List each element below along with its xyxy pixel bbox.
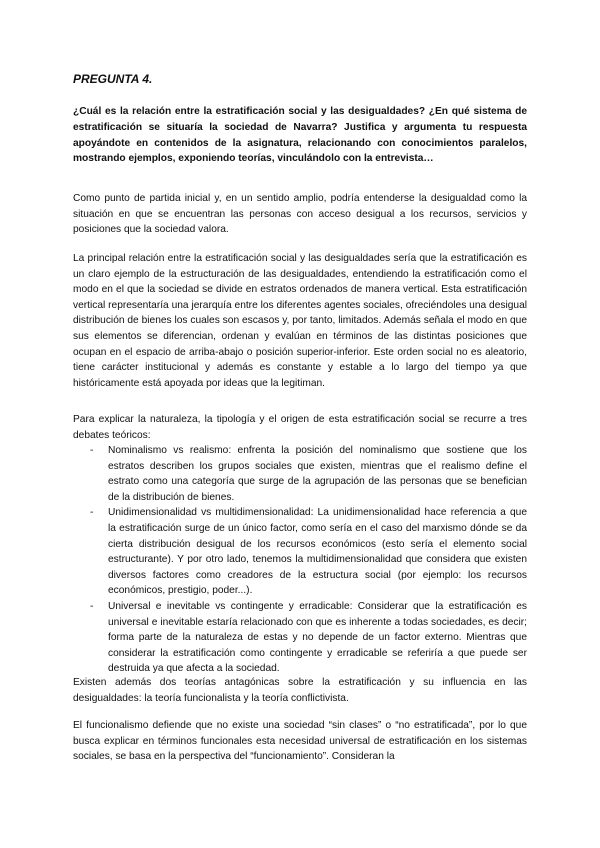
- paragraph-theories: Existen además dos teorías antagónicas sobre la estratificación y su influencia en las desigualdades: la teoría funcionalista y la teoría conflictivista.: [73, 677, 527, 704]
- list-item-text: Unidimensionalidad vs multidimensionalidad: La unidimensionalidad hace referencia a que la estratificación surge de un único factor, como sería en el caso del marxismo dónde se da cierta distribución desigual de los recursos económicos (esto sería el elemento social estructurante). Y por otro lado, tenemos la multidimensionalidad que considera que existen diversos factores como creadores de la estructura social (por ejemplo: los recursos económicos, prestigio, poder...).: [108, 507, 527, 597]
- paragraph-intro: Como punto de partida inicial y, en un sentido amplio, podría entenderse la desigualdad como la situación en que se encuentran las personas con acceso desigual a los recursos, servicios y posiciones que la sociedad valora.: [73, 193, 527, 236]
- list-item-text: Universal e inevitable vs contingente y erradicable: Considerar que la estratificación es universal e inevitable estaría relacionado con que es inherente a todas sociedades, es decir; forma parte de la naturaleza de estas y no depende de un factor externo. Mientras que considerar la estratificación como contingente y erradicable se referiría a que puede ser destruida ya que afecta a la sociedad.: [108, 600, 527, 675]
- paragraph-relation: La principal relación entre la estratificación social y las desigualdades sería que la estratificación es un claro ejemplo de la estructuración de las desigualdades, entendiendo la estratificación como el modo en el que la sociedad se divide en estratos ordenados de manera vertical. Esta estratificación vertical representaría una jerarquía entre los diferentes agentes sociales, ofreciéndoles una desigual distribución de bienes los cuales son escasos y, por tanto, limitados. Además señala el modo en que sus elementos se diferencian, ordenan y evalúan en términos de las distintas posiciones que ocupan en el espacio de arriba-abajo o posición superior-inferior. Este orden social no es aleatorio, tiene carácter institucional y además es constante y estable a lo largo del tiempo ya que históricamente está apoyada por ideas que la legitiman.: [73, 253, 527, 389]
- list-item: [73, 599, 527, 677]
- bullet-dash: -: [90, 600, 94, 612]
- list-item-text: Nominalismo vs realismo: enfrenta la posición del nominalismo que sostiene que los estratos describen los grupos sociales que existen, mientras que el realismo define el estrato como una categoría que surge de la agrupación de las personas que se benefician de la distribución de bienes.: [108, 445, 527, 503]
- paragraph-debates-intro: Para explicar la naturaleza, la tipología y el origen de esta estratificación social se recurre a tres debates teóricos:: [73, 414, 527, 441]
- page-title: PREGUNTA 4.: [73, 72, 153, 86]
- list-item: [73, 505, 527, 599]
- question-text: ¿Cuál es la relación entre la estratificación social y las desigualdades? ¿En qué sistema de estratificación se situaría la sociedad de Navarra? Justifica y argumenta tu respuesta apoyándote en contenidos de la asignatura, relacionando con conocimientos paralelos, mostrando ejemplos, exponiendo teorías, vinculándolo con la entrevista…: [73, 106, 527, 165]
- bullet-dash: -: [90, 507, 94, 519]
- paragraph-functionalism: El funcionalismo defiende que no existe una sociedad “sin clases” o “no estratificada”, por lo que busca explicar en términos funcionales esta necesidad universal de estratificación en los sistemas sociales, se basa en la perspectiva del “funcionamiento”. Consideran la: [73, 720, 527, 763]
- debates-list: [73, 443, 527, 677]
- list-item: [73, 443, 527, 505]
- bullet-dash: -: [90, 445, 94, 456]
